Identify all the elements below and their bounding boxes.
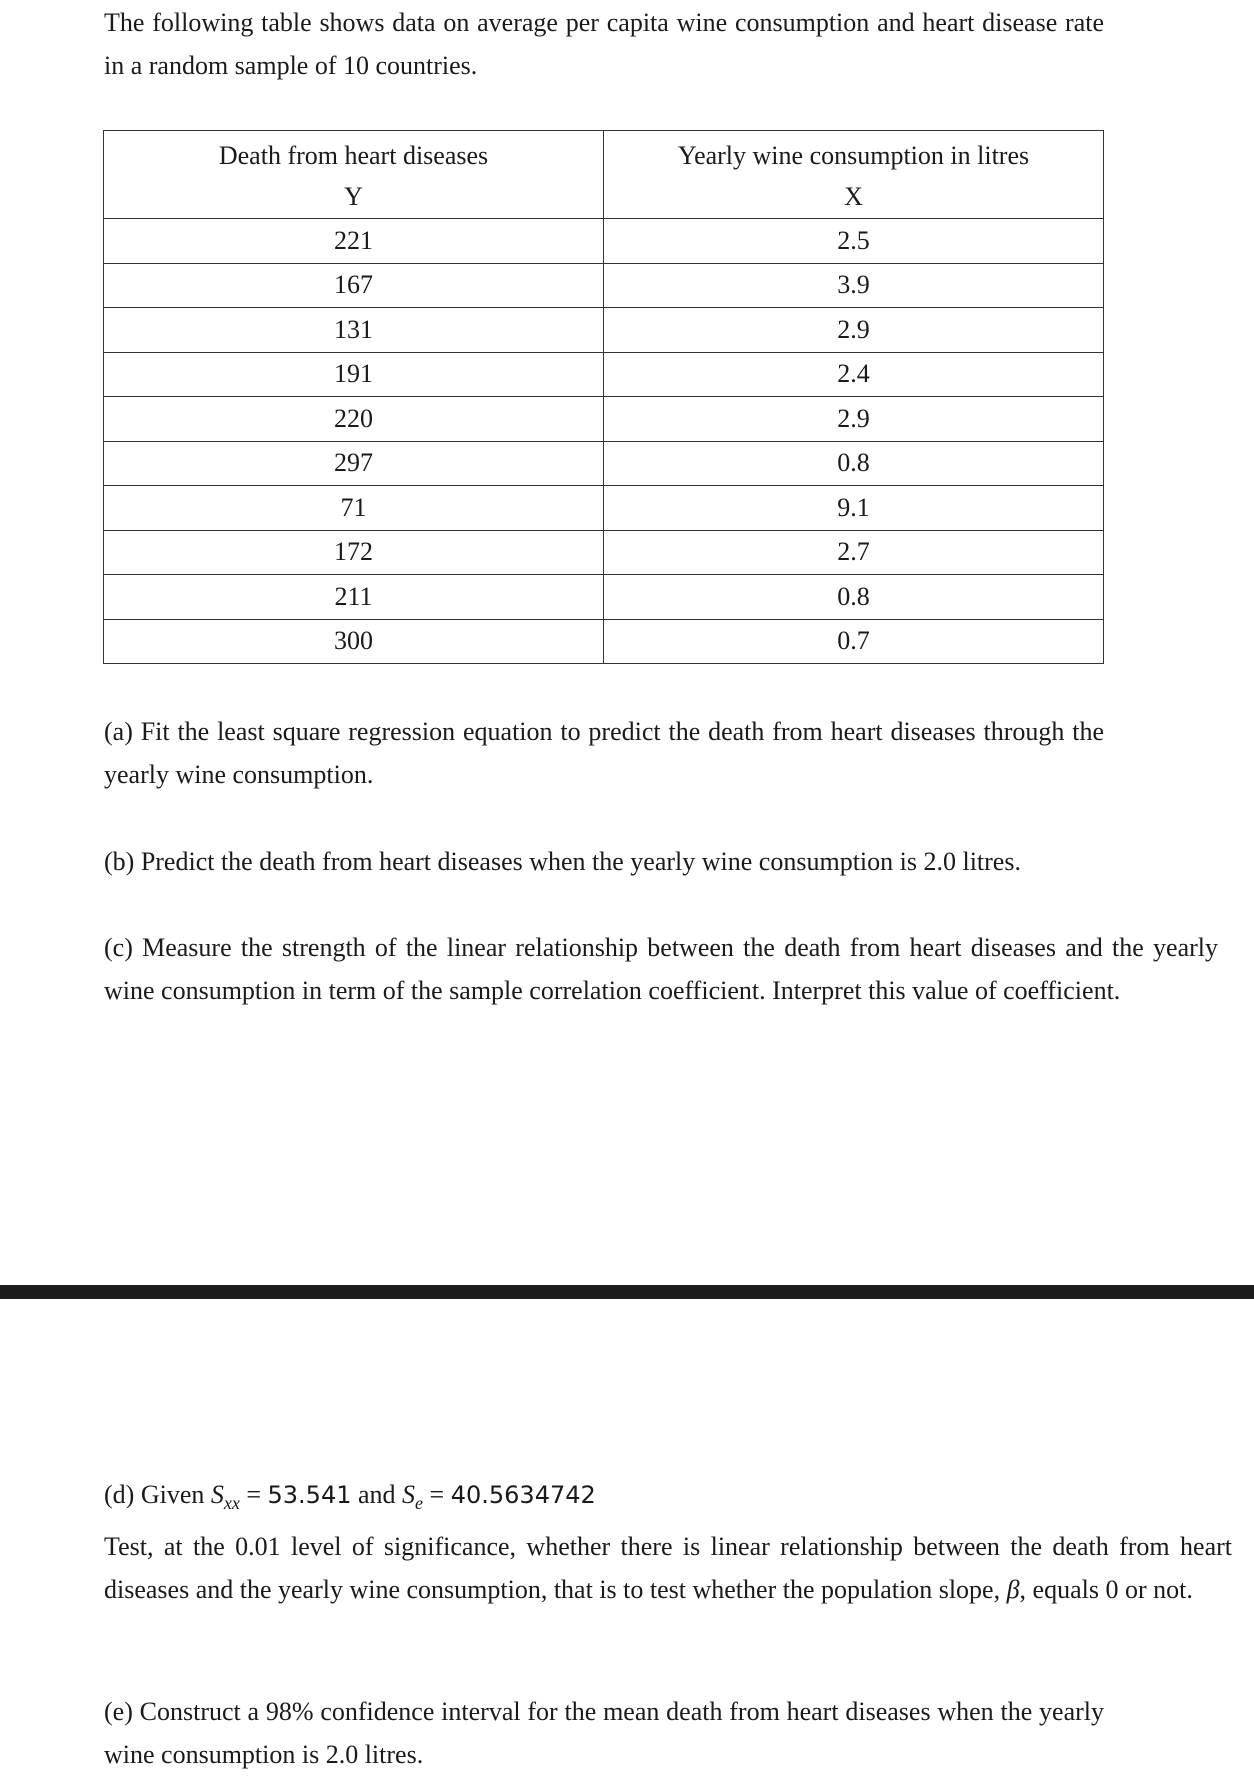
cell-x: 2.7 <box>604 530 1104 575</box>
beta-symbol: β <box>1006 1575 1020 1604</box>
header-death-label: Death from heart diseases <box>218 140 489 170</box>
cell-y: 191 <box>104 352 604 397</box>
cell-x: 2.4 <box>604 352 1104 397</box>
header-death <box>104 131 604 219</box>
question-a: (a) Fit the least square regression equation to predict the death from heart diseases through the yearly wine consumption. <box>104 717 1104 789</box>
cell-y: 131 <box>104 308 604 353</box>
table-row <box>104 486 1104 531</box>
cell-y: 221 <box>104 219 604 264</box>
header-wine-symbol: X <box>844 181 863 211</box>
cell-x: 9.1 <box>604 486 1104 531</box>
table-header-row <box>104 131 1104 219</box>
question-d-body <box>104 1525 1232 1611</box>
data-table <box>103 130 1104 664</box>
cell-x: 0.7 <box>604 619 1104 664</box>
question-d-tail: , equals 0 or not. <box>1019 1575 1193 1604</box>
question-c: (c) Measure the strength of the linear relationship between the death from heart diseases and the yearly wine consumption in term of the sample correlation coefficient. Interpret this value of coefficient. <box>104 933 1218 1005</box>
table-row <box>104 397 1104 442</box>
cell-y: 297 <box>104 441 604 486</box>
cell-y: 300 <box>104 619 604 664</box>
question-d-text: Test, at the 0.01 level of significance, whether there is linear relationship between the death from heart diseases and the yearly wine consumption, that is to test whether the population slope, <box>104 1532 1232 1604</box>
table-row <box>104 219 1104 264</box>
section-divider <box>0 1285 1254 1299</box>
table-row <box>104 575 1104 620</box>
cell-y: 211 <box>104 575 604 620</box>
question-b: (b) Predict the death from heart diseases when the yearly wine consumption is 2.0 litres. <box>104 847 1021 876</box>
table-row <box>104 619 1104 664</box>
header-wine-label: Yearly wine consumption in litres <box>677 140 1030 170</box>
table-row <box>104 441 1104 486</box>
equals-sign: = <box>429 1480 445 1509</box>
given-prefix: (d) Given <box>104 1480 211 1509</box>
cell-x: 2.9 <box>604 308 1104 353</box>
question-e: (e) Construct a 98% confidence interval for the mean death from heart diseases when the yearly wine consumption is 2.0 litres. <box>104 1697 1104 1769</box>
table-row <box>104 308 1104 353</box>
sxx-symbol: $S_{xx}$ <box>210 1480 240 1513</box>
cell-y: 167 <box>104 263 604 308</box>
question-d <box>104 1473 1232 1611</box>
cell-x: 0.8 <box>604 441 1104 486</box>
table-row <box>104 530 1104 575</box>
table-row <box>104 263 1104 308</box>
cell-x: 3.9 <box>604 263 1104 308</box>
header-wine <box>604 131 1104 219</box>
table-row <box>104 352 1104 397</box>
se-value: 40.5634742 <box>450 1481 596 1509</box>
cell-y: 172 <box>104 530 604 575</box>
se-symbol: $S_e$ <box>402 1480 424 1513</box>
cell-x: 2.9 <box>604 397 1104 442</box>
cell-x: 0.8 <box>604 575 1104 620</box>
intro-paragraph: The following table shows data on average per capita wine consumption and heart disease rate in a random sample of 10 countries. <box>104 8 1104 80</box>
header-death-symbol: Y <box>344 181 363 211</box>
equals-sign: = <box>246 1480 262 1509</box>
sxx-value: 53.541 <box>267 1481 352 1509</box>
cell-x: 2.5 <box>604 219 1104 264</box>
and-word: and <box>358 1480 396 1509</box>
cell-y: 71 <box>104 486 604 531</box>
question-d-given-line <box>104 1473 1232 1525</box>
cell-y: 220 <box>104 397 604 442</box>
